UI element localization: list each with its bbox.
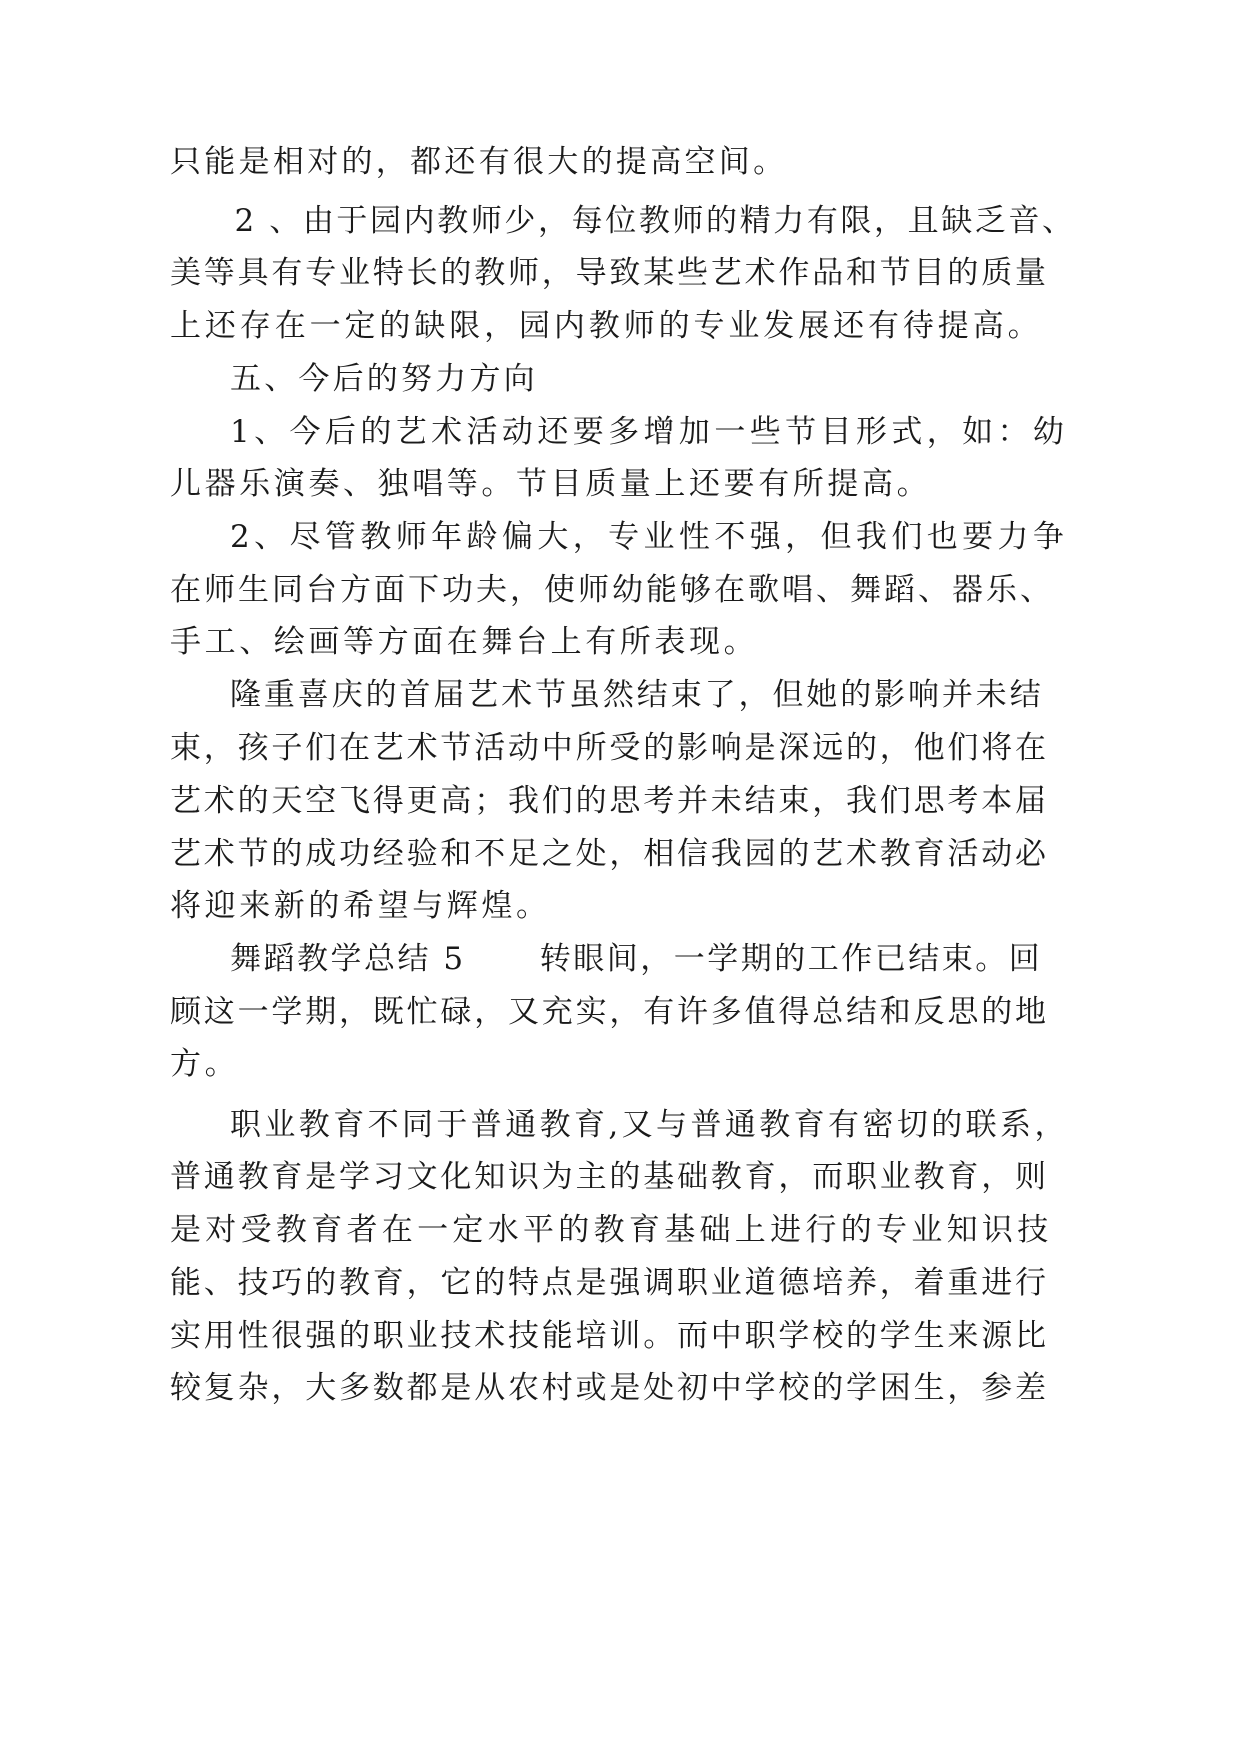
text-line-10: 手工、绘画等方面在舞台上有所表现。 xyxy=(170,624,759,660)
text-line-17: 顾这一学期，既忙碌，又充实，有许多值得总结和反思的地 xyxy=(170,994,1049,1030)
text-line-15: 将迎来新的希望与辉煌。 xyxy=(170,888,551,924)
section-heading: 五、今后的努力方向 xyxy=(230,361,538,397)
text-line-3: 美等具有专业特长的教师，导致某些艺术作品和节目的质量 xyxy=(170,255,1049,291)
text-line-8: 2、尽管教师年龄偏大，专业性不强，但我们也要力争 xyxy=(230,519,1069,555)
text-line-9: 在师生同台方面下功夫，使师幼能够在歌唱、舞蹈、器乐、 xyxy=(170,572,1054,608)
text-line-4: 上还存在一定的缺限，园内教师的专业发展还有待提高。 xyxy=(170,308,1043,344)
text-line-6: 1、今后的艺术活动还要多增加一些节目形式，如：幼 xyxy=(230,414,1069,450)
text-line-16: 舞蹈教学总结 5 转眼间，一学期的工作已结束。回 xyxy=(230,941,1043,977)
text-line-18: 方。 xyxy=(170,1046,240,1082)
text-line-14: 艺术节的成功经验和不足之处，相信我园的艺术教育活动必 xyxy=(170,836,1049,872)
text-line-13: 艺术的天空飞得更高；我们的思考并未结束，我们思考本届 xyxy=(170,783,1049,819)
text-line-21: 是对受教育者在一定水平的教育基础上进行的专业知识技 xyxy=(170,1212,1053,1248)
text-line-19: 职业教育不同于普通教育,又与普通教育有密切的联系， xyxy=(230,1107,1069,1143)
text-line-1: 只能是相对的，都还有很大的提高空间。 xyxy=(170,144,788,180)
text-line-23: 实用性很强的职业技术技能培训。而中职学校的学生来源比 xyxy=(170,1318,1049,1354)
text-line-22: 能、技巧的教育，它的特点是强调职业道德培养，着重进行 xyxy=(170,1265,1049,1301)
text-line-24: 较复杂，大多数都是从农村或是处初中学校的学困生，参差 xyxy=(170,1370,1049,1406)
text-line-20: 普通教育是学习文化知识为主的基础教育，而职业教育，则 xyxy=(170,1159,1049,1195)
text-line-7: 儿器乐演奏、独唱等。节目质量上还要有所提高。 xyxy=(170,466,932,502)
text-line-11: 隆重喜庆的首届艺术节虽然结束了，但她的影响并未结 xyxy=(230,677,1044,713)
text-line-12: 束，孩子们在艺术节活动中所受的影响是深远的，他们将在 xyxy=(170,730,1049,766)
text-line-2: 2 、由于园内教师少，每位教师的精力有限，且缺乏音、 xyxy=(222,203,1076,239)
